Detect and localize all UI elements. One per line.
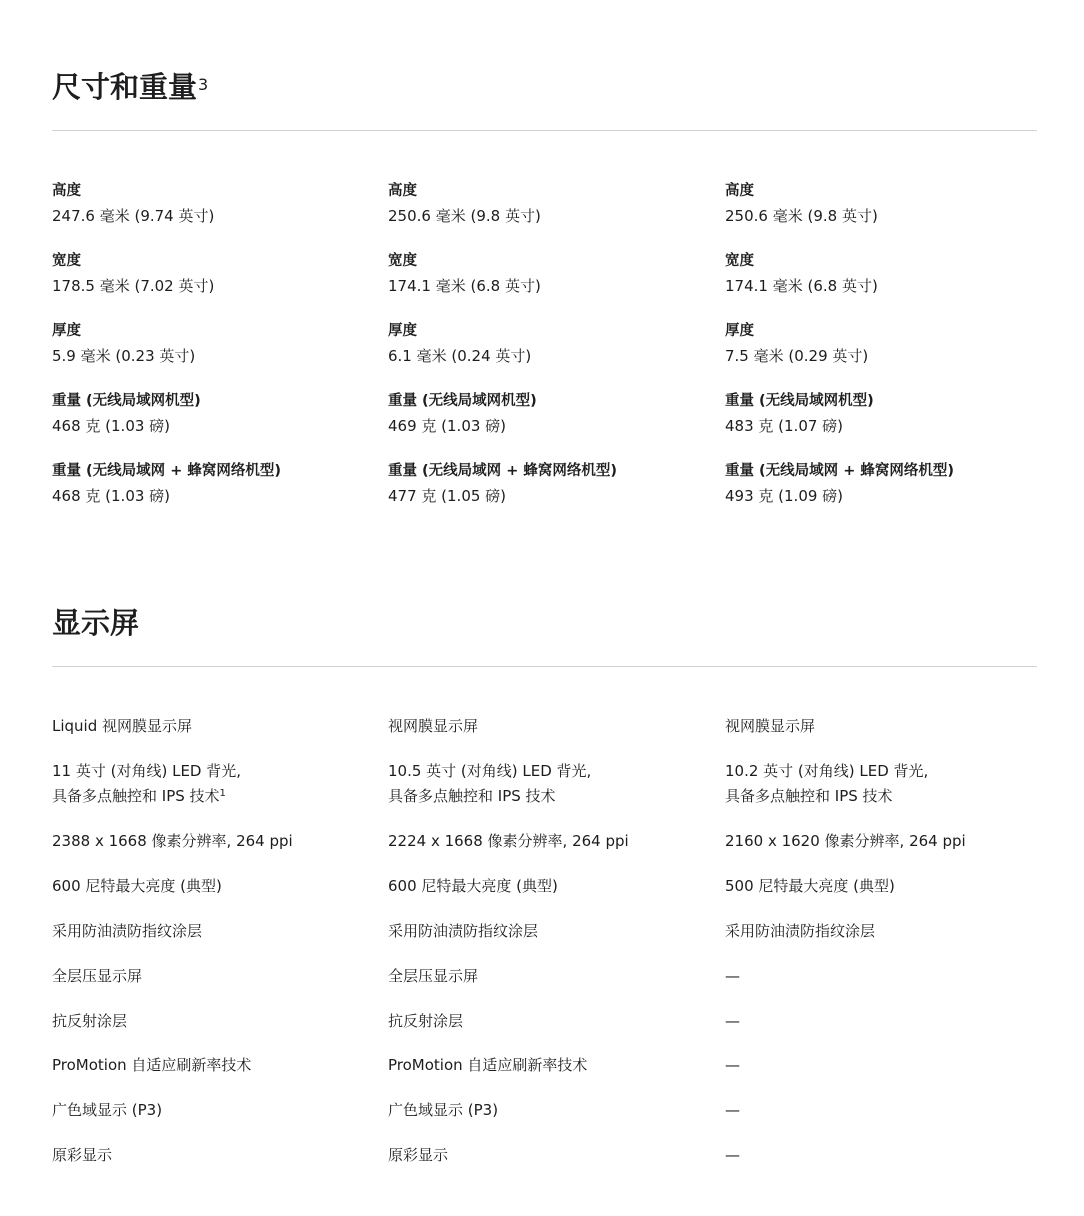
section-divider: [52, 666, 1037, 667]
spec-weight-wifi: [52, 389, 372, 459]
display-size: [725, 759, 928, 809]
spec-label: 重量 (无线局域网机型): [52, 393, 201, 409]
display-resolution: 2160 x 1620 像素分辨率, 264 ppi: [725, 832, 966, 850]
display-p3: —: [725, 1101, 740, 1119]
spec-value: 247.6 毫米 (9.74 英寸): [52, 207, 215, 225]
display-laminated: 全层压显示屏: [388, 967, 479, 985]
display-resolution: 2388 x 1668 像素分辨率, 264 ppi: [52, 832, 293, 850]
display-promotion: ProMotion 自适应刷新率技术: [388, 1056, 588, 1074]
display-laminated: —: [725, 967, 740, 985]
display-antireflective: —: [725, 1012, 740, 1030]
display-type: Liquid 视网膜显示屏: [52, 717, 193, 735]
spec-value: 483 克 (1.07 磅): [725, 417, 844, 435]
display-size-line1: 10.5 英寸 (对角线) LED 背光,: [388, 762, 592, 780]
spec-value: 468 克 (1.03 磅): [52, 417, 171, 435]
spec-value: 178.5 毫米 (7.02 英寸): [52, 277, 215, 295]
spec-value: 250.6 毫米 (9.8 英寸): [388, 207, 541, 225]
display-size: [388, 759, 591, 809]
spec-value: 250.6 毫米 (9.8 英寸): [725, 207, 878, 225]
spec-value: 174.1 毫米 (6.8 英寸): [388, 277, 541, 295]
display-section-title: [52, 606, 139, 640]
spec-value: 468 克 (1.03 磅): [52, 487, 171, 505]
spec-depth: [52, 319, 372, 389]
display-brightness: 500 尼特最大亮度 (典型): [725, 877, 895, 895]
display-type: 视网膜显示屏: [388, 717, 479, 735]
dimensions-section-title: [52, 70, 208, 104]
spec-label: 厚度: [52, 323, 81, 339]
spec-width: [52, 249, 372, 319]
display-brightness: 600 尼特最大亮度 (典型): [388, 877, 558, 895]
spec-height: [52, 179, 372, 249]
display-size-line2-text: 具备多点触控和 IPS 技术: [52, 787, 220, 805]
spec-label: 重量 (无线局域网机型): [725, 393, 874, 409]
display-brightness: 600 尼特最大亮度 (典型): [52, 877, 222, 895]
spec-weight-cellular: [52, 459, 372, 529]
display-title-text: 显示屏: [52, 606, 140, 640]
spec-value: 6.1 毫米 (0.24 英寸): [388, 347, 532, 365]
dimensions-column-3: [725, 179, 1045, 529]
display-size-line1: 10.2 英寸 (对角线) LED 背光,: [725, 762, 929, 780]
spec-label: 宽度: [52, 253, 81, 269]
spec-depth: [388, 319, 708, 389]
dimensions-title-text: 尺寸和重量: [52, 70, 198, 104]
spec-weight-wifi: [388, 389, 708, 459]
display-size-line2: [52, 784, 241, 809]
display-laminated: 全层压显示屏: [52, 967, 143, 985]
display-p3: 广色域显示 (P3): [388, 1101, 499, 1119]
display-size-line1: 11 英寸 (对角线) LED 背光,: [52, 762, 242, 780]
spec-value: 7.5 毫米 (0.29 英寸): [725, 347, 869, 365]
spec-label: 重量 (无线局域网 + 蜂窝网络机型): [388, 463, 618, 479]
display-size: [52, 759, 241, 809]
spec-label: 厚度: [725, 323, 754, 339]
spec-weight-cellular: [388, 459, 708, 529]
spec-depth: [725, 319, 1045, 389]
spec-weight-cellular: [725, 459, 1045, 529]
spec-value: 174.1 毫米 (6.8 英寸): [725, 277, 878, 295]
display-promotion: —: [725, 1056, 740, 1074]
spec-label: 高度: [725, 183, 754, 199]
spec-value: 493 克 (1.09 磅): [725, 487, 844, 505]
footnote-link[interactable]: 3: [198, 75, 209, 94]
spec-label: 高度: [388, 183, 417, 199]
display-promotion: ProMotion 自适应刷新率技术: [52, 1056, 252, 1074]
display-resolution: 2224 x 1668 像素分辨率, 264 ppi: [388, 832, 629, 850]
footnote-link[interactable]: 1: [219, 788, 226, 799]
display-antireflective: 抗反射涂层: [388, 1012, 464, 1030]
display-size-line2: 具备多点触控和 IPS 技术: [725, 787, 893, 805]
spec-width: [388, 249, 708, 319]
display-type: 视网膜显示屏: [725, 717, 816, 735]
display-coating: 采用防油渍防指纹涂层: [52, 922, 203, 940]
spec-label: 重量 (无线局域网 + 蜂窝网络机型): [725, 463, 955, 479]
section-divider: [52, 130, 1037, 131]
spec-label: 宽度: [388, 253, 417, 269]
spec-label: 宽度: [725, 253, 754, 269]
display-column-2: [388, 714, 708, 1174]
spec-label: 高度: [52, 183, 81, 199]
spec-height: [388, 179, 708, 249]
display-truetone: 原彩显示: [52, 1146, 113, 1164]
display-coating: 采用防油渍防指纹涂层: [725, 922, 876, 940]
display-truetone: —: [725, 1146, 740, 1164]
spec-weight-wifi: [725, 389, 1045, 459]
spec-value: 477 克 (1.05 磅): [388, 487, 507, 505]
spec-height: [725, 179, 1045, 249]
dimensions-column-2: [388, 179, 708, 529]
display-truetone: 原彩显示: [388, 1146, 449, 1164]
display-column-3: [725, 714, 1045, 1174]
spec-label: 厚度: [388, 323, 417, 339]
spec-value: 5.9 毫米 (0.23 英寸): [52, 347, 196, 365]
display-coating: 采用防油渍防指纹涂层: [388, 922, 539, 940]
spec-label: 重量 (无线局域网 + 蜂窝网络机型): [52, 463, 282, 479]
display-antireflective: 抗反射涂层: [52, 1012, 128, 1030]
spec-value: 469 克 (1.03 磅): [388, 417, 507, 435]
display-size-line2: 具备多点触控和 IPS 技术: [388, 787, 556, 805]
dimensions-column-1: [52, 179, 372, 529]
display-p3: 广色域显示 (P3): [52, 1101, 163, 1119]
display-column-1: [52, 714, 372, 1174]
spec-label: 重量 (无线局域网机型): [388, 393, 537, 409]
spec-width: [725, 249, 1045, 319]
